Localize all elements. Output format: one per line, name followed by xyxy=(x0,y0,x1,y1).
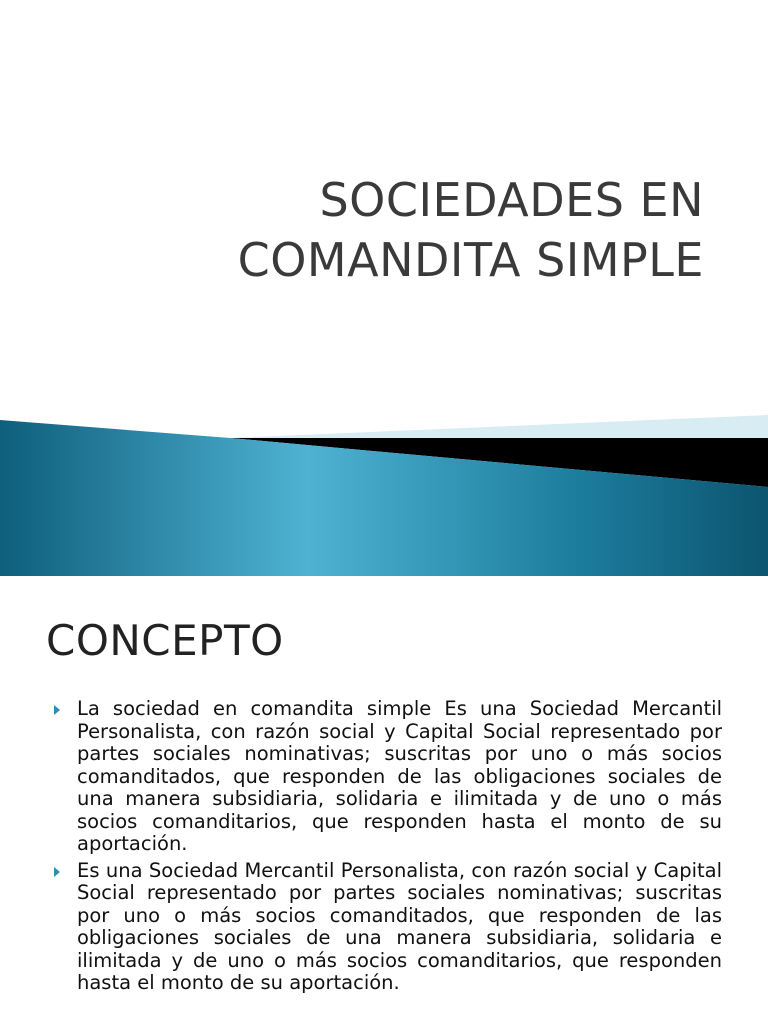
bullet-text: La sociedad en comandita simple Es una Sociedad Mercantil Personalista, con razón social y Capital Social representado por partes sociales nominativas; suscritas por uno o más socios comanditados, que responden de las obligaciones sociales de una manera subsidiaria, solidaria e ilimitada y de uno o más socios comanditarios, que responden hasta el monto de su aportación. xyxy=(77,697,722,855)
bullet-list xyxy=(52,698,722,999)
concept-heading: CONCEPTO xyxy=(46,616,284,665)
bullet-text: Es una Sociedad Mercantil Personalista, con razón social y Capital Social representado por partes sociales nominativas; suscritas por uno o más socios comanditados, que responden de las obligaciones sociales de una manera subsidiaria, solidaria e ilimitada y de uno o más socios comanditarios, que responden hasta el monto de su aportación. xyxy=(77,858,722,994)
decorative-banner xyxy=(0,405,768,576)
triangle-right-icon xyxy=(54,705,60,715)
pale-band xyxy=(230,415,768,438)
bullet-item xyxy=(52,860,722,995)
concept-slide xyxy=(0,576,768,1024)
title-line-1: SOCIEDADES EN xyxy=(319,173,704,227)
title-line-2: COMANDITA SIMPLE xyxy=(237,233,704,287)
slide-title xyxy=(84,170,704,290)
triangle-right-icon xyxy=(54,867,60,877)
bullet-item xyxy=(52,698,722,856)
